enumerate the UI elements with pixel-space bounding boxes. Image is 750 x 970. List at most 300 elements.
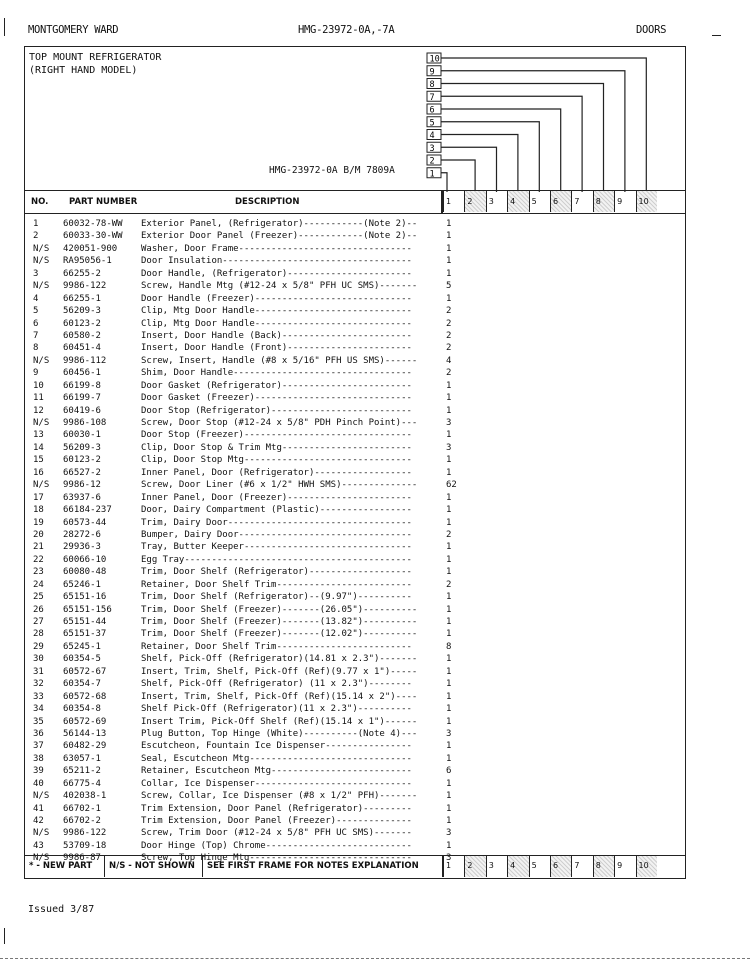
part-no: 11 xyxy=(33,393,44,404)
table-row xyxy=(25,405,685,417)
part-number: 53709-18 xyxy=(63,840,107,851)
quantity: 2 xyxy=(446,529,452,540)
part-number: 56209-3 xyxy=(63,306,101,317)
part-number: 60572-67 xyxy=(63,666,107,677)
quantity: 1 xyxy=(446,840,452,851)
table-row xyxy=(25,790,685,802)
part-no: 35 xyxy=(33,716,44,727)
part-number: 65245-1 xyxy=(63,641,101,652)
part-no: 12 xyxy=(33,405,44,416)
part-number: 28272-6 xyxy=(63,529,101,540)
part-description: Shim, Door Handle--------------------------------- xyxy=(141,368,412,379)
part-number: 65211-2 xyxy=(63,766,101,777)
part-no: 22 xyxy=(33,554,44,565)
quantity: 2 xyxy=(446,318,452,329)
quantity: 1 xyxy=(446,243,452,254)
table-row xyxy=(25,579,685,591)
part-no: 36 xyxy=(33,728,44,739)
part-number: 9986-112 xyxy=(63,355,107,366)
table-row xyxy=(25,716,685,728)
part-description: Door Insulation----------------------------------- xyxy=(141,256,412,267)
part-no: 31 xyxy=(33,666,44,677)
part-no: 15 xyxy=(33,455,44,466)
table-row xyxy=(25,529,685,541)
table-row xyxy=(25,355,685,367)
legend-notes: SEE FIRST FRAME FOR NOTES EXPLANATION xyxy=(203,856,443,877)
part-number: 60080-48 xyxy=(63,567,107,578)
table-row xyxy=(25,318,685,330)
model-grid-number: 6 xyxy=(552,861,559,870)
model-grid-cell xyxy=(443,191,464,212)
callout-number: 10 xyxy=(429,54,440,65)
table-row xyxy=(25,504,685,516)
bill-of-materials-label: HMG-23972-0A B/M 7809A xyxy=(269,165,395,176)
corner-mark xyxy=(712,35,721,36)
quantity: 1 xyxy=(446,716,452,727)
part-description: Retainer, Door Shelf Trim------------------------- xyxy=(141,641,412,652)
part-number: 29936-3 xyxy=(63,542,101,553)
part-description: Trim, Dairy Door---------------------------------- xyxy=(141,517,412,528)
part-number: 65151-16 xyxy=(63,592,107,603)
part-number: 63937-6 xyxy=(63,492,101,503)
part-no: 33 xyxy=(33,691,44,702)
column-header-description: DESCRIPTION xyxy=(235,197,300,207)
binding-mark xyxy=(4,18,5,36)
part-no: N/S xyxy=(33,355,50,366)
callout-leader-line xyxy=(441,58,646,192)
table-row xyxy=(25,280,685,292)
part-number: 9986-108 xyxy=(63,418,107,428)
table-row xyxy=(25,554,685,566)
part-description: Trim, Door Shelf (Freezer)-------(13.82")---------- xyxy=(141,617,418,627)
part-description: Clip, Mtg Door Handle----------------------------- xyxy=(141,318,412,329)
model-number-header: HMG-23972-0A,-7A xyxy=(298,24,395,36)
callout-leader-line xyxy=(441,160,475,192)
table-row xyxy=(25,803,685,815)
model-grid-cell xyxy=(593,191,614,212)
part-description: Trim, Door Shelf (Refrigerator)--(9.97")---------- xyxy=(141,592,412,603)
quantity: 6 xyxy=(446,766,452,777)
part-number: 65151-44 xyxy=(63,617,107,627)
part-description: Retainer, Door Shelf Trim------------------------- xyxy=(141,579,412,590)
quantity: 1 xyxy=(446,629,452,640)
table-row xyxy=(25,342,685,354)
model-grid-number: 3 xyxy=(488,197,494,206)
quantity: 1 xyxy=(446,753,452,764)
part-number: 9986-87 xyxy=(63,853,101,864)
model-grid-cell xyxy=(486,856,507,877)
part-description: Egg Tray------------------------------------------ xyxy=(141,554,412,565)
column-header-part-number: PART NUMBER xyxy=(69,197,138,207)
quantity: 8 xyxy=(446,641,452,652)
model-grid-cell xyxy=(614,191,635,212)
table-row xyxy=(25,268,685,280)
quantity: 1 xyxy=(446,467,452,478)
table-row xyxy=(25,740,685,752)
quantity: 1 xyxy=(446,405,452,416)
callout-leader-line xyxy=(441,135,518,193)
part-no: 14 xyxy=(33,442,44,453)
quantity: 3 xyxy=(446,418,452,428)
quantity: 2 xyxy=(446,579,452,590)
part-number: 65151-37 xyxy=(63,629,107,640)
part-description: Insert, Trim, Shelf, Pick-Off (Ref)(9.77 x 1")----- xyxy=(141,666,418,677)
table-row xyxy=(25,417,685,429)
table-row xyxy=(25,703,685,715)
part-no: 32 xyxy=(33,679,44,690)
table-row xyxy=(25,230,685,242)
model-grid-number: 8 xyxy=(595,197,601,206)
model-grid-number: 4 xyxy=(510,197,516,206)
callout-leader-line xyxy=(441,147,497,192)
section-header: DOORS xyxy=(636,24,667,36)
part-no: 8 xyxy=(33,343,39,354)
part-number: 60572-68 xyxy=(63,691,107,702)
callout-number: 2 xyxy=(429,156,435,167)
part-no: 39 xyxy=(33,766,44,777)
quantity: 1 xyxy=(446,679,452,690)
model-grid-cell xyxy=(464,856,485,877)
quantity: 1 xyxy=(446,816,452,826)
part-description: Door Hinge (Top) Chrome--------------------------- xyxy=(141,840,412,851)
table-row xyxy=(25,840,685,852)
part-description: Bumper, Dairy Door-------------------------------- xyxy=(141,529,412,540)
part-no: 9 xyxy=(33,368,39,379)
part-no: 30 xyxy=(33,654,44,665)
part-no: N/S xyxy=(33,281,50,292)
part-description: Exterior Panel, (Refrigerator)-----------(Note 2)-- xyxy=(141,219,418,229)
part-description: Screw, Collar, Ice Dispenser (#8 x 1/2" PFH)------- xyxy=(141,791,418,802)
model-grid-cell xyxy=(636,191,657,212)
table-row xyxy=(25,330,685,342)
table-row xyxy=(25,591,685,603)
model-grid-cell xyxy=(550,856,571,877)
part-number: 60354-5 xyxy=(63,654,101,665)
quantity: 1 xyxy=(446,542,452,553)
table-row xyxy=(25,678,685,690)
part-description: Clip, Door Stop Mtg------------------------------- xyxy=(141,455,412,466)
part-description: Plug Button, Top Hinge (White)----------(Note 4)--- xyxy=(141,728,418,739)
part-description: Inner Panel, Door (Freezer)----------------------- xyxy=(141,492,412,503)
model-grid-cell xyxy=(507,856,528,877)
callout-number: 3 xyxy=(429,143,435,154)
part-description: Clip, Mtg Door Handle----------------------------- xyxy=(141,306,412,317)
callout-number: 5 xyxy=(429,118,435,129)
quantity: 1 xyxy=(446,554,452,565)
quantity: 3 xyxy=(446,853,452,864)
part-no: N/S xyxy=(33,243,50,254)
model-grid-number: 2 xyxy=(467,861,473,870)
part-number: 66527-2 xyxy=(63,467,101,478)
quantity: 1 xyxy=(446,654,452,665)
part-number: 66199-7 xyxy=(63,393,101,404)
quantity: 1 xyxy=(446,803,452,814)
part-no: 23 xyxy=(33,567,44,578)
part-description: Shelf, Pick-Off (Refrigerator)(14.81 x 2.3")------- xyxy=(141,654,418,665)
table-row xyxy=(25,728,685,740)
quantity: 5 xyxy=(446,281,452,292)
table-row xyxy=(25,753,685,765)
part-number: 60033-30-WW xyxy=(63,231,123,242)
table-row xyxy=(25,641,685,653)
model-grid-footer xyxy=(443,856,657,877)
model-grid-number: 7 xyxy=(574,197,580,206)
part-number: 60123-2 xyxy=(63,318,101,329)
quantity: 62 xyxy=(446,480,457,491)
table-row xyxy=(25,541,685,553)
table-row xyxy=(25,392,685,404)
part-no: 29 xyxy=(33,641,44,652)
part-description: Door Handle, (Refrigerator)----------------------- xyxy=(141,268,412,279)
part-number: 66199-8 xyxy=(63,380,101,391)
model-grid-cell xyxy=(571,856,592,877)
legend-new-part: * - NEW PART xyxy=(25,856,105,877)
binding-mark xyxy=(4,928,5,944)
quantity: 1 xyxy=(446,268,452,279)
part-description: Tray, Butter Keeper------------------------------- xyxy=(141,542,412,553)
part-no: 17 xyxy=(33,492,44,503)
part-description: Door Stop (Refrigerator)-------------------------- xyxy=(141,405,412,416)
part-no: 10 xyxy=(33,380,44,391)
part-no: 19 xyxy=(33,517,44,528)
model-grid-number: 3 xyxy=(488,861,494,870)
part-description: Trim, Door Shelf (Refrigerator)------------------- xyxy=(141,567,412,578)
quantity: 2 xyxy=(446,343,452,354)
quantity: 1 xyxy=(446,592,452,603)
quantity: 2 xyxy=(446,330,452,341)
table-row xyxy=(25,827,685,839)
part-no: N/S xyxy=(33,853,50,864)
model-grid-cell xyxy=(464,191,485,212)
table-row xyxy=(25,815,685,827)
model-grid-cell xyxy=(507,191,528,212)
model-grid-number: 2 xyxy=(467,197,473,206)
brand-header: MONTGOMERY WARD xyxy=(28,24,119,36)
part-number: 60573-44 xyxy=(63,517,107,528)
part-no: 16 xyxy=(33,467,44,478)
model-grid-cell xyxy=(614,856,635,877)
part-number: 60123-2 xyxy=(63,455,101,466)
part-number: 60032-78-WW xyxy=(63,219,123,229)
model-grid-number: 5 xyxy=(531,197,537,206)
model-grid-number: 1 xyxy=(446,197,452,206)
part-description: Escutcheon, Fountain Ice Dispenser---------------- xyxy=(141,741,412,752)
model-grid-cell xyxy=(443,856,464,877)
table-row xyxy=(25,429,685,441)
quantity: 3 xyxy=(446,828,452,839)
table-row xyxy=(25,778,685,790)
table-row xyxy=(25,255,685,267)
part-no: 42 xyxy=(33,816,44,826)
part-number: 66702-1 xyxy=(63,803,101,814)
table-row xyxy=(25,628,685,640)
table-row xyxy=(25,691,685,703)
part-no: 2 xyxy=(33,231,39,242)
quantity: 4 xyxy=(446,355,452,366)
column-header-row xyxy=(25,190,685,214)
part-description: Screw, Door Stop (#12-24 x 5/8" PDH Pinch Point)--- xyxy=(141,418,418,428)
parts-list xyxy=(25,218,685,865)
quantity: 1 xyxy=(446,505,452,516)
part-no: 21 xyxy=(33,542,44,553)
model-grid-number: 10 xyxy=(638,197,649,206)
quantity: 1 xyxy=(446,455,452,466)
part-number: 65246-1 xyxy=(63,579,101,590)
quantity: 1 xyxy=(446,617,452,627)
part-description: Shelf Pick-Off (Refrigerator)(11 x 2.3")---------- xyxy=(141,704,412,715)
table-row xyxy=(25,616,685,628)
model-grid-header xyxy=(443,191,657,212)
part-number: 60451-4 xyxy=(63,343,101,354)
model-grid-cell xyxy=(529,191,550,212)
table-row xyxy=(25,666,685,678)
table-row xyxy=(25,604,685,616)
part-description: Trim, Door Shelf (Freezer)-------(12.02")---------- xyxy=(141,629,418,640)
quantity: 1 xyxy=(446,666,452,677)
model-grid-number: 9 xyxy=(617,861,623,870)
part-number: 63057-1 xyxy=(63,753,101,764)
part-no: 7 xyxy=(33,330,39,341)
part-description: Trim, Door Shelf (Freezer)-------(26.05")---------- xyxy=(141,604,418,615)
callout-number: 7 xyxy=(429,92,435,103)
part-number: 66702-2 xyxy=(63,816,101,826)
quantity: 2 xyxy=(446,306,452,317)
table-row xyxy=(25,479,685,491)
model-grid-number: 7 xyxy=(574,861,580,870)
part-number: 56209-3 xyxy=(63,442,101,453)
quantity: 1 xyxy=(446,492,452,503)
part-description: Insert, Door Handle (Front)----------------------- xyxy=(141,343,412,354)
part-number: 420051-900 xyxy=(63,243,118,254)
model-grid-number: 4 xyxy=(510,861,516,870)
model-grid-cell xyxy=(593,856,614,877)
part-no: 37 xyxy=(33,741,44,752)
part-description: Door Gasket (Refrigerator)------------------------ xyxy=(141,380,412,391)
part-description: Trim Extension, Door Panel (Refrigerator)--------- xyxy=(141,803,412,814)
part-no: 6 xyxy=(33,318,39,329)
part-description: Door Handle (Freezer)----------------------------- xyxy=(141,293,412,304)
part-number: 60572-69 xyxy=(63,716,107,727)
callout-number: 6 xyxy=(429,105,435,116)
table-row xyxy=(25,442,685,454)
quantity: 3 xyxy=(446,728,452,739)
part-description: Trim Extension, Door Panel (Freezer)-------------- xyxy=(141,816,412,826)
callout-number: 1 xyxy=(429,169,435,180)
part-number: 60482-29 xyxy=(63,741,107,752)
part-no: 28 xyxy=(33,629,44,640)
part-number: 60354-7 xyxy=(63,679,101,690)
part-no: 38 xyxy=(33,753,44,764)
part-no: 27 xyxy=(33,617,44,627)
legend-not-shown: N/S - NOT SHOWN xyxy=(105,856,203,877)
table-row xyxy=(25,380,685,392)
part-no: 4 xyxy=(33,293,39,304)
part-description: Screw, Insert, Handle (#8 x 5/16" PFH US SMS)------ xyxy=(141,355,418,366)
quantity: 1 xyxy=(446,219,452,229)
part-number: 60354-8 xyxy=(63,704,101,715)
part-no: N/S xyxy=(33,418,50,428)
part-no: N/S xyxy=(33,256,50,267)
part-description: Shelf, Pick-Off (Refrigerator) (11 x 2.3")-------- xyxy=(141,679,412,690)
part-no: 34 xyxy=(33,704,44,715)
part-number: RA95056-1 xyxy=(63,256,112,267)
quantity: 1 xyxy=(446,791,452,802)
part-number: 9986-122 xyxy=(63,281,107,292)
part-no: 1 xyxy=(33,219,39,229)
part-number: 56144-13 xyxy=(63,728,107,739)
part-number: 60580-2 xyxy=(63,330,101,341)
quantity: 1 xyxy=(446,567,452,578)
part-number: 60456-1 xyxy=(63,368,101,379)
bottom-edge-line xyxy=(0,958,750,959)
model-grid-cell xyxy=(529,856,550,877)
part-number: 60066-10 xyxy=(63,554,107,565)
callout-leader-line xyxy=(441,122,539,192)
part-description: Washer, Door Frame-------------------------------- xyxy=(141,243,412,254)
model-grid-cell xyxy=(550,191,571,212)
part-description: Inner Panel, Door (Refrigerator)------------------ xyxy=(141,467,412,478)
part-no: 43 xyxy=(33,840,44,851)
part-description: Door Gasket (Freezer)----------------------------- xyxy=(141,393,412,404)
part-description: Retainer, Escutcheon Mtg-------------------------- xyxy=(141,766,412,777)
quantity: 1 xyxy=(446,393,452,404)
part-no: 20 xyxy=(33,529,44,540)
part-description: Collar, Ice Dispenser----------------------------- xyxy=(141,778,412,789)
part-no: 18 xyxy=(33,505,44,516)
title-line-2: (RIGHT HAND MODEL) xyxy=(29,65,138,76)
part-description: Insert, Trim, Shelf, Pick-Off (Ref)(15.14 x 2")---- xyxy=(141,691,418,702)
table-row xyxy=(25,305,685,317)
callout-number: 4 xyxy=(429,131,435,141)
quantity: 1 xyxy=(446,691,452,702)
model-grid-cell xyxy=(571,191,592,212)
part-number: 65151-156 xyxy=(63,604,112,615)
part-description: Exterior Door Panel (Freezer)------------(Note 2)-- xyxy=(141,231,418,242)
model-grid-number: 1 xyxy=(446,861,452,870)
model-callout-diagram xyxy=(25,47,685,192)
table-row xyxy=(25,492,685,504)
model-grid-cell xyxy=(486,191,507,212)
quantity: 1 xyxy=(446,430,452,441)
part-description: Insert Trim, Pick-Off Shelf (Ref)(15.14 x 1")------ xyxy=(141,716,418,727)
quantity: 1 xyxy=(446,293,452,304)
part-number: 66255-1 xyxy=(63,293,101,304)
model-grid-number: 5 xyxy=(531,861,537,870)
table-row xyxy=(25,218,685,230)
part-no: 25 xyxy=(33,592,44,603)
part-no: 41 xyxy=(33,803,44,814)
part-description: Seal, Escutcheon Mtg------------------------------ xyxy=(141,753,412,764)
part-no: N/S xyxy=(33,828,50,839)
part-description: Clip, Door Stop & Trim Mtg------------------------ xyxy=(141,442,412,453)
part-number: 60030-1 xyxy=(63,430,101,441)
part-number: 402038-1 xyxy=(63,791,107,802)
quantity: 1 xyxy=(446,704,452,715)
issued-date: Issued 3/87 xyxy=(28,904,95,915)
part-number: 60419-6 xyxy=(63,405,101,416)
part-description: Screw, Trim Door (#12-24 x 5/8" PFH UC SMS)------- xyxy=(141,828,412,839)
table-row xyxy=(25,765,685,777)
callout-number: 8 xyxy=(429,80,435,90)
part-description: Screw, Top Hinge Mtg------------------------------ xyxy=(141,853,412,864)
quantity: 1 xyxy=(446,256,452,267)
quantity: 1 xyxy=(446,604,452,615)
callout-leader-line xyxy=(441,84,604,193)
part-number: 66775-4 xyxy=(63,778,101,789)
part-description: Screw, Door Liner (#6 x 1/2" HWH SMS)-------------- xyxy=(141,480,418,491)
quantity: 1 xyxy=(446,517,452,528)
model-grid-number: 9 xyxy=(617,197,623,206)
